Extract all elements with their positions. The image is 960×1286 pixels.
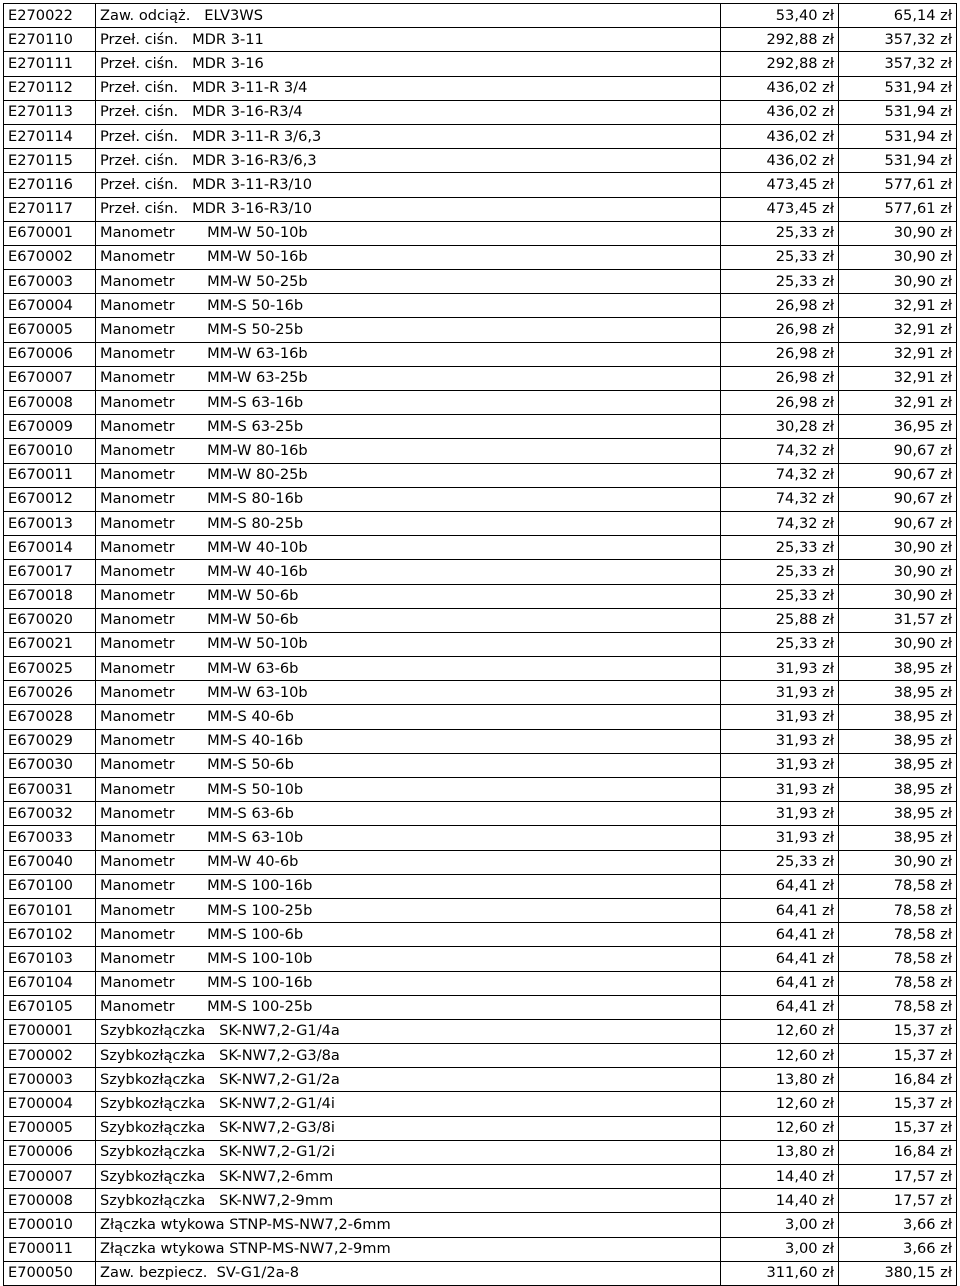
gross-price: 15,37 zł <box>839 1092 957 1116</box>
product-description: Manometr MM-S 63-25b <box>96 415 721 439</box>
product-code: E670033 <box>4 826 96 850</box>
price-list-body <box>4 4 957 1286</box>
net-price: 53,40 zł <box>721 4 839 28</box>
gross-price: 357,32 zł <box>839 28 957 52</box>
table-row <box>4 1189 957 1213</box>
product-code: E700002 <box>4 1044 96 1068</box>
product-code: E670010 <box>4 439 96 463</box>
gross-price: 30,90 zł <box>839 536 957 560</box>
product-code: E670101 <box>4 898 96 922</box>
net-price: 26,98 zł <box>721 294 839 318</box>
table-row <box>4 294 957 318</box>
product-code: E670028 <box>4 705 96 729</box>
product-description: Szybkozłączka SK-NW7,2-9mm <box>96 1189 721 1213</box>
table-row <box>4 705 957 729</box>
product-description: Przeł. ciśn. MDR 3-11-R 3/4 <box>96 76 721 100</box>
product-code: E700004 <box>4 1092 96 1116</box>
gross-price: 32,91 zł <box>839 294 957 318</box>
product-description: Manometr MM-S 100-25b <box>96 898 721 922</box>
product-description: Manometr MM-S 50-25b <box>96 318 721 342</box>
net-price: 12,60 zł <box>721 1092 839 1116</box>
product-description: Szybkozłączka SK-NW7,2-G3/8i <box>96 1116 721 1140</box>
net-price: 12,60 zł <box>721 1044 839 1068</box>
net-price: 12,60 zł <box>721 1116 839 1140</box>
net-price: 25,88 zł <box>721 608 839 632</box>
table-row <box>4 342 957 366</box>
net-price: 64,41 zł <box>721 995 839 1019</box>
table-row <box>4 1044 957 1068</box>
net-price: 31,93 zł <box>721 657 839 681</box>
product-code: E700001 <box>4 1019 96 1043</box>
net-price: 3,00 zł <box>721 1237 839 1261</box>
product-description: Manometr MM-S 100-10b <box>96 947 721 971</box>
product-code: E670009 <box>4 415 96 439</box>
table-row <box>4 1092 957 1116</box>
net-price: 25,33 zł <box>721 270 839 294</box>
net-price: 13,80 zł <box>721 1068 839 1092</box>
gross-price: 30,90 zł <box>839 632 957 656</box>
gross-price: 90,67 zł <box>839 487 957 511</box>
product-description: Złączka wtykowa STNP-MS-NW7,2-6mm <box>96 1213 721 1237</box>
table-row <box>4 947 957 971</box>
product-description: Złączka wtykowa STNP-MS-NW7,2-9mm <box>96 1237 721 1261</box>
product-description: Manometr MM-S 63-16b <box>96 391 721 415</box>
net-price: 473,45 zł <box>721 173 839 197</box>
gross-price: 17,57 zł <box>839 1165 957 1189</box>
gross-price: 531,94 zł <box>839 100 957 124</box>
net-price: 3,00 zł <box>721 1213 839 1237</box>
gross-price: 17,57 zł <box>839 1189 957 1213</box>
table-row <box>4 270 957 294</box>
product-description: Manometr MM-W 50-6b <box>96 584 721 608</box>
product-description: Manometr MM-S 80-25b <box>96 511 721 535</box>
table-row <box>4 729 957 753</box>
net-price: 64,41 zł <box>721 923 839 947</box>
product-description: Manometr MM-S 50-6b <box>96 753 721 777</box>
table-row <box>4 100 957 124</box>
net-price: 26,98 zł <box>721 391 839 415</box>
gross-price: 30,90 zł <box>839 221 957 245</box>
table-row <box>4 778 957 802</box>
product-code: E670031 <box>4 778 96 802</box>
net-price: 31,93 zł <box>721 778 839 802</box>
product-description: Przeł. ciśn. MDR 3-11 <box>96 28 721 52</box>
gross-price: 577,61 zł <box>839 173 957 197</box>
product-code: E700006 <box>4 1140 96 1164</box>
product-code: E270117 <box>4 197 96 221</box>
product-description: Manometr MM-W 40-6b <box>96 850 721 874</box>
gross-price: 3,66 zł <box>839 1237 957 1261</box>
table-row <box>4 245 957 269</box>
product-code: E670007 <box>4 366 96 390</box>
net-price: 31,93 zł <box>721 681 839 705</box>
product-code: E670004 <box>4 294 96 318</box>
gross-price: 78,58 zł <box>839 947 957 971</box>
product-code: E670032 <box>4 802 96 826</box>
product-code: E670008 <box>4 391 96 415</box>
gross-price: 90,67 zł <box>839 511 957 535</box>
gross-price: 78,58 zł <box>839 923 957 947</box>
product-code: E670012 <box>4 487 96 511</box>
product-code: E270110 <box>4 28 96 52</box>
table-row <box>4 1068 957 1092</box>
table-row <box>4 681 957 705</box>
net-price: 25,33 zł <box>721 560 839 584</box>
net-price: 64,41 zł <box>721 898 839 922</box>
product-description: Szybkozłączka SK-NW7,2-G1/2i <box>96 1140 721 1164</box>
product-code: E700003 <box>4 1068 96 1092</box>
gross-price: 15,37 zł <box>839 1019 957 1043</box>
product-description: Przeł. ciśn. MDR 3-16-R3/6,3 <box>96 149 721 173</box>
net-price: 292,88 zł <box>721 28 839 52</box>
table-row <box>4 560 957 584</box>
gross-price: 16,84 zł <box>839 1140 957 1164</box>
product-description: Manometr MM-S 63-6b <box>96 802 721 826</box>
product-description: Manometr MM-S 100-25b <box>96 995 721 1019</box>
net-price: 14,40 zł <box>721 1165 839 1189</box>
product-description: Szybkozłączka SK-NW7,2-G1/2a <box>96 1068 721 1092</box>
table-row <box>4 753 957 777</box>
table-row <box>4 149 957 173</box>
product-code: E670005 <box>4 318 96 342</box>
net-price: 74,32 zł <box>721 487 839 511</box>
table-row <box>4 318 957 342</box>
product-description: Przeł. ciśn. MDR 3-16-R3/10 <box>96 197 721 221</box>
product-description: Szybkozłączka SK-NW7,2-G1/4a <box>96 1019 721 1043</box>
net-price: 25,33 zł <box>721 221 839 245</box>
net-price: 64,41 zł <box>721 971 839 995</box>
product-code: E670002 <box>4 245 96 269</box>
table-row <box>4 366 957 390</box>
product-description: Manometr MM-W 40-16b <box>96 560 721 584</box>
product-description: Przeł. ciśn. MDR 3-11-R3/10 <box>96 173 721 197</box>
gross-price: 38,95 zł <box>839 657 957 681</box>
net-price: 31,93 zł <box>721 802 839 826</box>
product-code: E700050 <box>4 1261 96 1285</box>
gross-price: 78,58 zł <box>839 995 957 1019</box>
net-price: 64,41 zł <box>721 947 839 971</box>
product-code: E670003 <box>4 270 96 294</box>
product-code: E270022 <box>4 4 96 28</box>
table-row <box>4 1019 957 1043</box>
net-price: 26,98 zł <box>721 342 839 366</box>
gross-price: 38,95 zł <box>839 826 957 850</box>
product-code: E670011 <box>4 463 96 487</box>
gross-price: 531,94 zł <box>839 149 957 173</box>
table-row <box>4 923 957 947</box>
table-row <box>4 76 957 100</box>
gross-price: 32,91 zł <box>839 391 957 415</box>
product-description: Szybkozłączka SK-NW7,2-6mm <box>96 1165 721 1189</box>
product-description: Szybkozłączka SK-NW7,2-G1/4i <box>96 1092 721 1116</box>
product-code: E670013 <box>4 511 96 535</box>
gross-price: 36,95 zł <box>839 415 957 439</box>
product-description: Manometr MM-W 80-16b <box>96 439 721 463</box>
product-code: E270115 <box>4 149 96 173</box>
gross-price: 380,15 zł <box>839 1261 957 1285</box>
net-price: 473,45 zł <box>721 197 839 221</box>
net-price: 25,33 zł <box>721 536 839 560</box>
product-code: E670025 <box>4 657 96 681</box>
net-price: 74,32 zł <box>721 463 839 487</box>
gross-price: 30,90 zł <box>839 560 957 584</box>
table-row <box>4 173 957 197</box>
gross-price: 15,37 zł <box>839 1116 957 1140</box>
product-code: E670001 <box>4 221 96 245</box>
gross-price: 90,67 zł <box>839 439 957 463</box>
product-description: Manometr MM-W 50-10b <box>96 632 721 656</box>
table-row <box>4 439 957 463</box>
product-code: E270111 <box>4 52 96 76</box>
product-code: E670021 <box>4 632 96 656</box>
table-row <box>4 657 957 681</box>
gross-price: 90,67 zł <box>839 463 957 487</box>
net-price: 64,41 zł <box>721 874 839 898</box>
net-price: 31,93 zł <box>721 826 839 850</box>
table-row <box>4 995 957 1019</box>
product-description: Manometr MM-S 63-10b <box>96 826 721 850</box>
net-price: 25,33 zł <box>721 632 839 656</box>
net-price: 31,93 zł <box>721 705 839 729</box>
gross-price: 32,91 zł <box>839 342 957 366</box>
net-price: 436,02 zł <box>721 100 839 124</box>
price-list-table <box>3 3 957 1286</box>
product-code: E700007 <box>4 1165 96 1189</box>
table-row <box>4 124 957 148</box>
product-description: Manometr MM-W 80-25b <box>96 463 721 487</box>
gross-price: 531,94 zł <box>839 124 957 148</box>
table-row <box>4 826 957 850</box>
gross-price: 38,95 zł <box>839 729 957 753</box>
gross-price: 30,90 zł <box>839 270 957 294</box>
table-row <box>4 850 957 874</box>
net-price: 25,33 zł <box>721 850 839 874</box>
product-description: Przeł. ciśn. MDR 3-16-R3/4 <box>96 100 721 124</box>
product-code: E670026 <box>4 681 96 705</box>
gross-price: 32,91 zł <box>839 318 957 342</box>
product-code: E670102 <box>4 923 96 947</box>
net-price: 311,60 zł <box>721 1261 839 1285</box>
table-row <box>4 1237 957 1261</box>
net-price: 12,60 zł <box>721 1019 839 1043</box>
net-price: 436,02 zł <box>721 76 839 100</box>
net-price: 26,98 zł <box>721 366 839 390</box>
gross-price: 3,66 zł <box>839 1213 957 1237</box>
product-description: Zaw. bezpiecz. SV-G1/2a-8 <box>96 1261 721 1285</box>
product-code: E670105 <box>4 995 96 1019</box>
product-code: E670018 <box>4 584 96 608</box>
gross-price: 38,95 zł <box>839 802 957 826</box>
table-row <box>4 28 957 52</box>
table-row <box>4 536 957 560</box>
product-code: E670100 <box>4 874 96 898</box>
product-description: Przeł. ciśn. MDR 3-11-R 3/6,3 <box>96 124 721 148</box>
table-row <box>4 4 957 28</box>
gross-price: 78,58 zł <box>839 971 957 995</box>
table-row <box>4 221 957 245</box>
table-row <box>4 52 957 76</box>
product-description: Manometr MM-S 100-16b <box>96 874 721 898</box>
table-row <box>4 1165 957 1189</box>
product-description: Szybkozłączka SK-NW7,2-G3/8a <box>96 1044 721 1068</box>
product-description: Manometr MM-S 50-16b <box>96 294 721 318</box>
gross-price: 15,37 zł <box>839 1044 957 1068</box>
gross-price: 78,58 zł <box>839 874 957 898</box>
net-price: 74,32 zł <box>721 511 839 535</box>
product-description: Manometr MM-S 50-10b <box>96 778 721 802</box>
net-price: 74,32 zł <box>721 439 839 463</box>
product-code: E270116 <box>4 173 96 197</box>
net-price: 436,02 zł <box>721 149 839 173</box>
product-description: Manometr MM-W 40-10b <box>96 536 721 560</box>
table-row <box>4 898 957 922</box>
product-description: Manometr MM-W 63-10b <box>96 681 721 705</box>
table-row <box>4 463 957 487</box>
product-code: E670104 <box>4 971 96 995</box>
product-description: Manometr MM-S 100-6b <box>96 923 721 947</box>
table-row <box>4 391 957 415</box>
product-code: E670006 <box>4 342 96 366</box>
gross-price: 31,57 zł <box>839 608 957 632</box>
net-price: 13,80 zł <box>721 1140 839 1164</box>
product-description: Manometr MM-W 50-16b <box>96 245 721 269</box>
net-price: 31,93 zł <box>721 753 839 777</box>
product-code: E700005 <box>4 1116 96 1140</box>
net-price: 31,93 zł <box>721 729 839 753</box>
table-row <box>4 802 957 826</box>
product-code: E670014 <box>4 536 96 560</box>
product-code: E270113 <box>4 100 96 124</box>
gross-price: 30,90 zł <box>839 245 957 269</box>
gross-price: 32,91 zł <box>839 366 957 390</box>
gross-price: 16,84 zł <box>839 1068 957 1092</box>
gross-price: 38,95 zł <box>839 778 957 802</box>
product-code: E670030 <box>4 753 96 777</box>
table-row <box>4 1140 957 1164</box>
product-description: Manometr MM-W 50-25b <box>96 270 721 294</box>
table-row <box>4 1261 957 1285</box>
table-row <box>4 971 957 995</box>
table-row <box>4 1213 957 1237</box>
product-description: Manometr MM-W 63-6b <box>96 657 721 681</box>
product-description: Manometr MM-S 40-16b <box>96 729 721 753</box>
gross-price: 577,61 zł <box>839 197 957 221</box>
product-description: Manometr MM-W 63-16b <box>96 342 721 366</box>
table-row <box>4 632 957 656</box>
gross-price: 531,94 zł <box>839 76 957 100</box>
gross-price: 65,14 zł <box>839 4 957 28</box>
product-code: E670020 <box>4 608 96 632</box>
table-row <box>4 487 957 511</box>
gross-price: 30,90 zł <box>839 584 957 608</box>
net-price: 26,98 zł <box>721 318 839 342</box>
gross-price: 78,58 zł <box>839 898 957 922</box>
product-code: E670017 <box>4 560 96 584</box>
product-description: Manometr MM-S 40-6b <box>96 705 721 729</box>
product-description: Manometr MM-W 50-6b <box>96 608 721 632</box>
net-price: 25,33 zł <box>721 584 839 608</box>
product-code: E700010 <box>4 1213 96 1237</box>
table-row <box>4 197 957 221</box>
product-description: Manometr MM-S 80-16b <box>96 487 721 511</box>
net-price: 30,28 zł <box>721 415 839 439</box>
net-price: 436,02 zł <box>721 124 839 148</box>
table-row <box>4 511 957 535</box>
product-code: E670040 <box>4 850 96 874</box>
product-code: E670103 <box>4 947 96 971</box>
product-description: Zaw. odciąż. ELV3WS <box>96 4 721 28</box>
table-row <box>4 584 957 608</box>
net-price: 292,88 zł <box>721 52 839 76</box>
table-row <box>4 1116 957 1140</box>
net-price: 25,33 zł <box>721 245 839 269</box>
gross-price: 38,95 zł <box>839 681 957 705</box>
gross-price: 30,90 zł <box>839 850 957 874</box>
product-code: E270112 <box>4 76 96 100</box>
product-code: E270114 <box>4 124 96 148</box>
gross-price: 357,32 zł <box>839 52 957 76</box>
product-description: Przeł. ciśn. MDR 3-16 <box>96 52 721 76</box>
gross-price: 38,95 zł <box>839 705 957 729</box>
product-code: E670029 <box>4 729 96 753</box>
product-description: Manometr MM-S 100-16b <box>96 971 721 995</box>
product-description: Manometr MM-W 63-25b <box>96 366 721 390</box>
table-row <box>4 874 957 898</box>
table-row <box>4 608 957 632</box>
gross-price: 38,95 zł <box>839 753 957 777</box>
product-code: E700011 <box>4 1237 96 1261</box>
product-description: Manometr MM-W 50-10b <box>96 221 721 245</box>
product-code: E700008 <box>4 1189 96 1213</box>
table-row <box>4 415 957 439</box>
net-price: 14,40 zł <box>721 1189 839 1213</box>
